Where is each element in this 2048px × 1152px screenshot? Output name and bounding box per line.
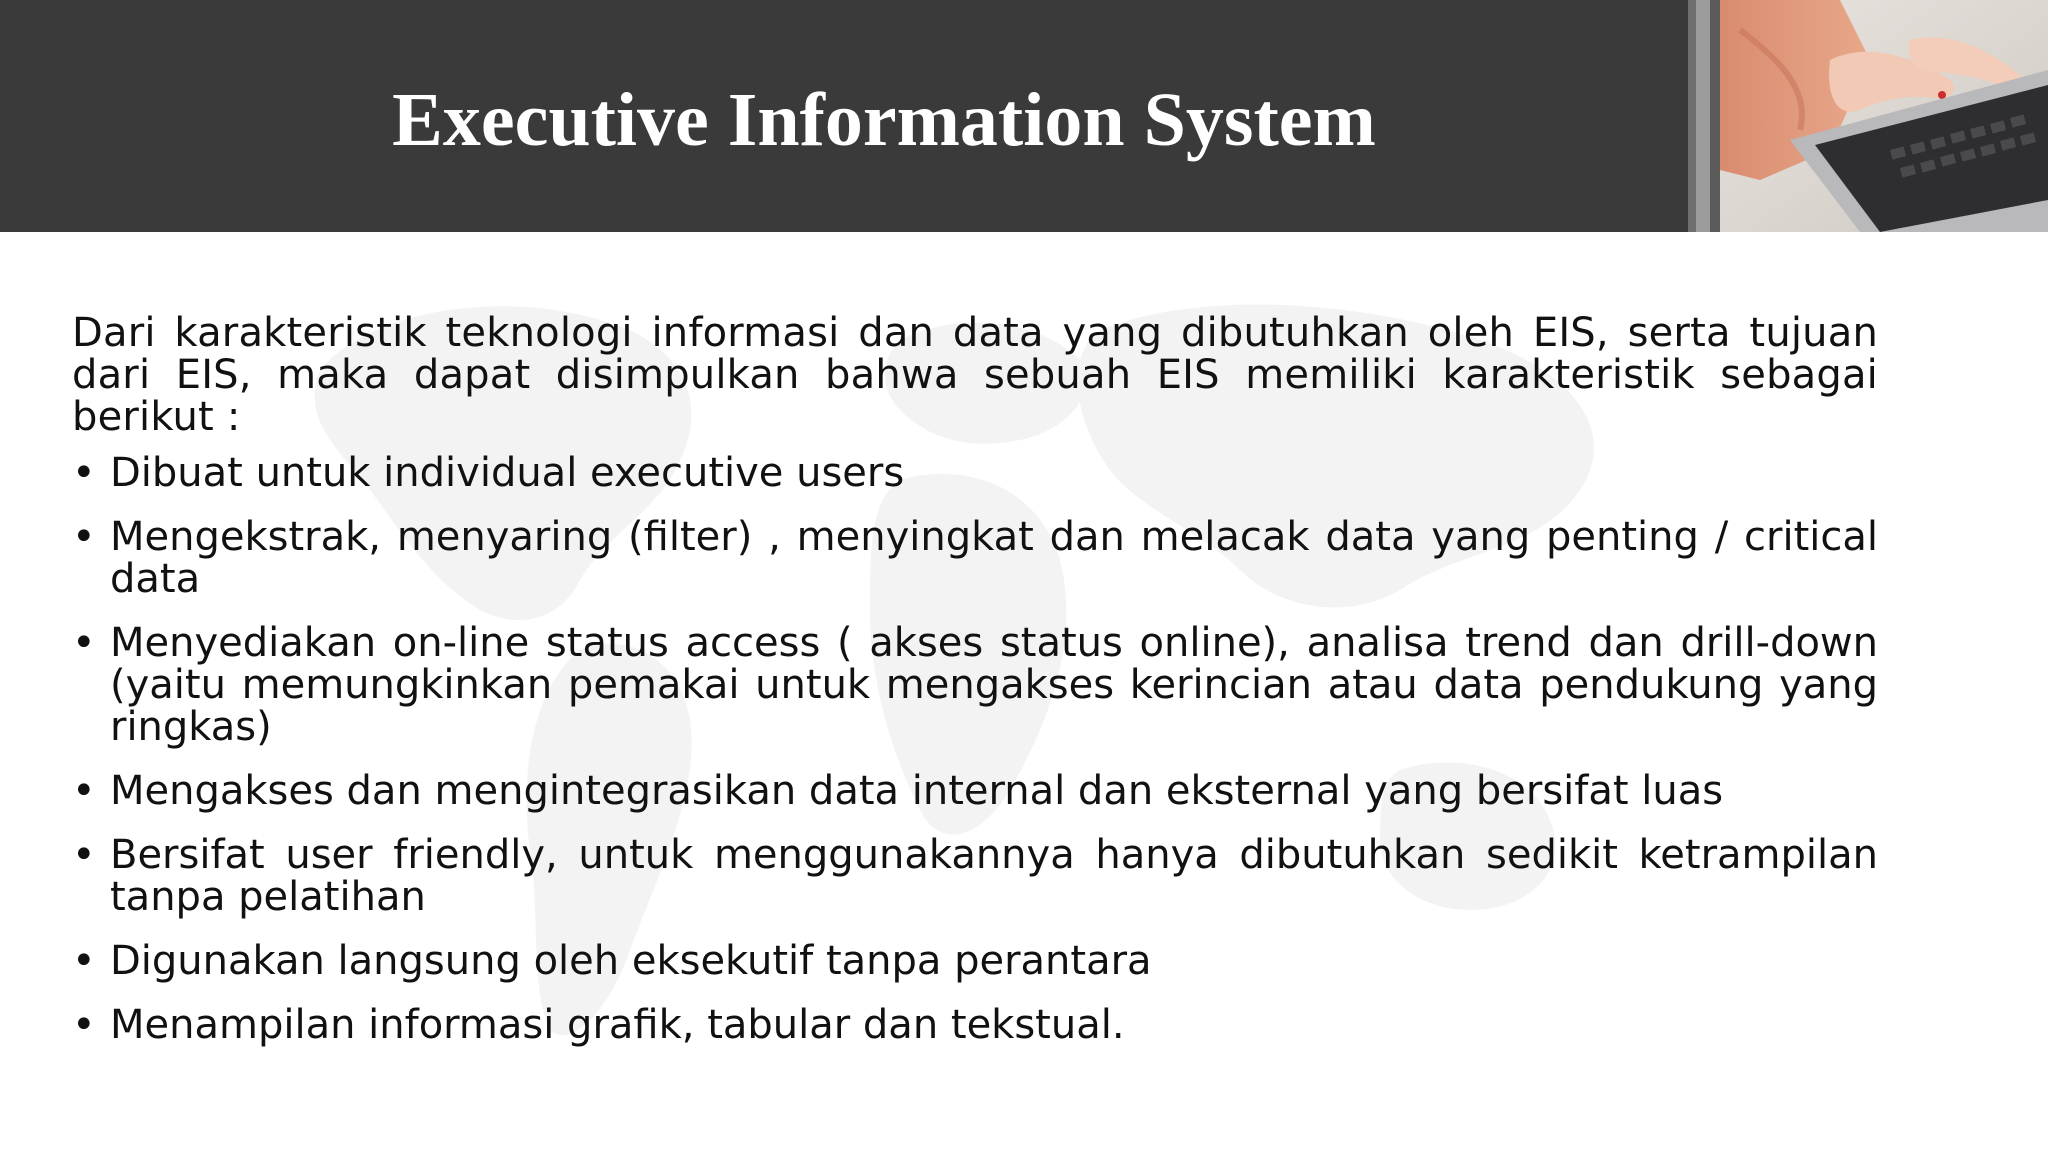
intro-paragraph: Dari karakteristik teknologi informasi dan data yang dibutuhkan oleh EIS, serta tujuan dari EIS, maka dapat disimpulkan bahwa sebuah EIS memiliki karakteristik sebagai berikut : [72,310,1878,440]
bullet-item [72,452,1878,494]
bullet-symbol: • [72,832,96,878]
header-divider-stripe [1688,0,1696,232]
bullet-symbol: • [72,938,96,984]
bullet-symbol: • [72,1002,96,1048]
bullet-text: Mengekstrak, menyaring (filter) , menyingkat dan melacak data yang penting / critical data [110,514,1878,602]
header-divider-stripe [1710,0,1720,232]
header-divider-stripe [1696,0,1710,232]
bullet-item [72,1004,1878,1046]
bullet-text: Menampilan informasi grafik, tabular dan tekstual. [110,1002,1125,1048]
slide-title: Executive Information System [392,78,1376,162]
bullet-item [72,770,1878,812]
bullet-item [72,622,1878,748]
bullet-symbol: • [72,450,96,496]
laptop-typing-photo-icon [1720,0,2048,232]
bullet-symbol: • [72,620,96,666]
bullet-text: Bersifat user friendly, untuk menggunakannya hanya dibutuhkan sedikit ketrampilan tanpa pelatihan [110,832,1878,920]
bullet-item [72,940,1878,982]
bullet-symbol: • [72,768,96,814]
bullet-text: Dibuat untuk individual executive users [110,450,905,496]
slide-body [72,312,1878,1068]
bullet-item [72,834,1878,918]
bullet-list [72,452,1878,1046]
bullet-symbol: • [72,514,96,560]
bullet-text: Menyediakan on-line status access ( akses status online), analisa trend dan drill-down (yaitu memungkinkan pemakai untuk mengakses kerincian atau data pendukung yang ringkas) [110,620,1878,750]
bullet-item [72,516,1878,600]
bullet-text: Mengakses dan mengintegrasikan data internal dan eksternal yang bersifat luas [110,768,1724,814]
bullet-text: Digunakan langsung oleh eksekutif tanpa perantara [110,938,1152,984]
